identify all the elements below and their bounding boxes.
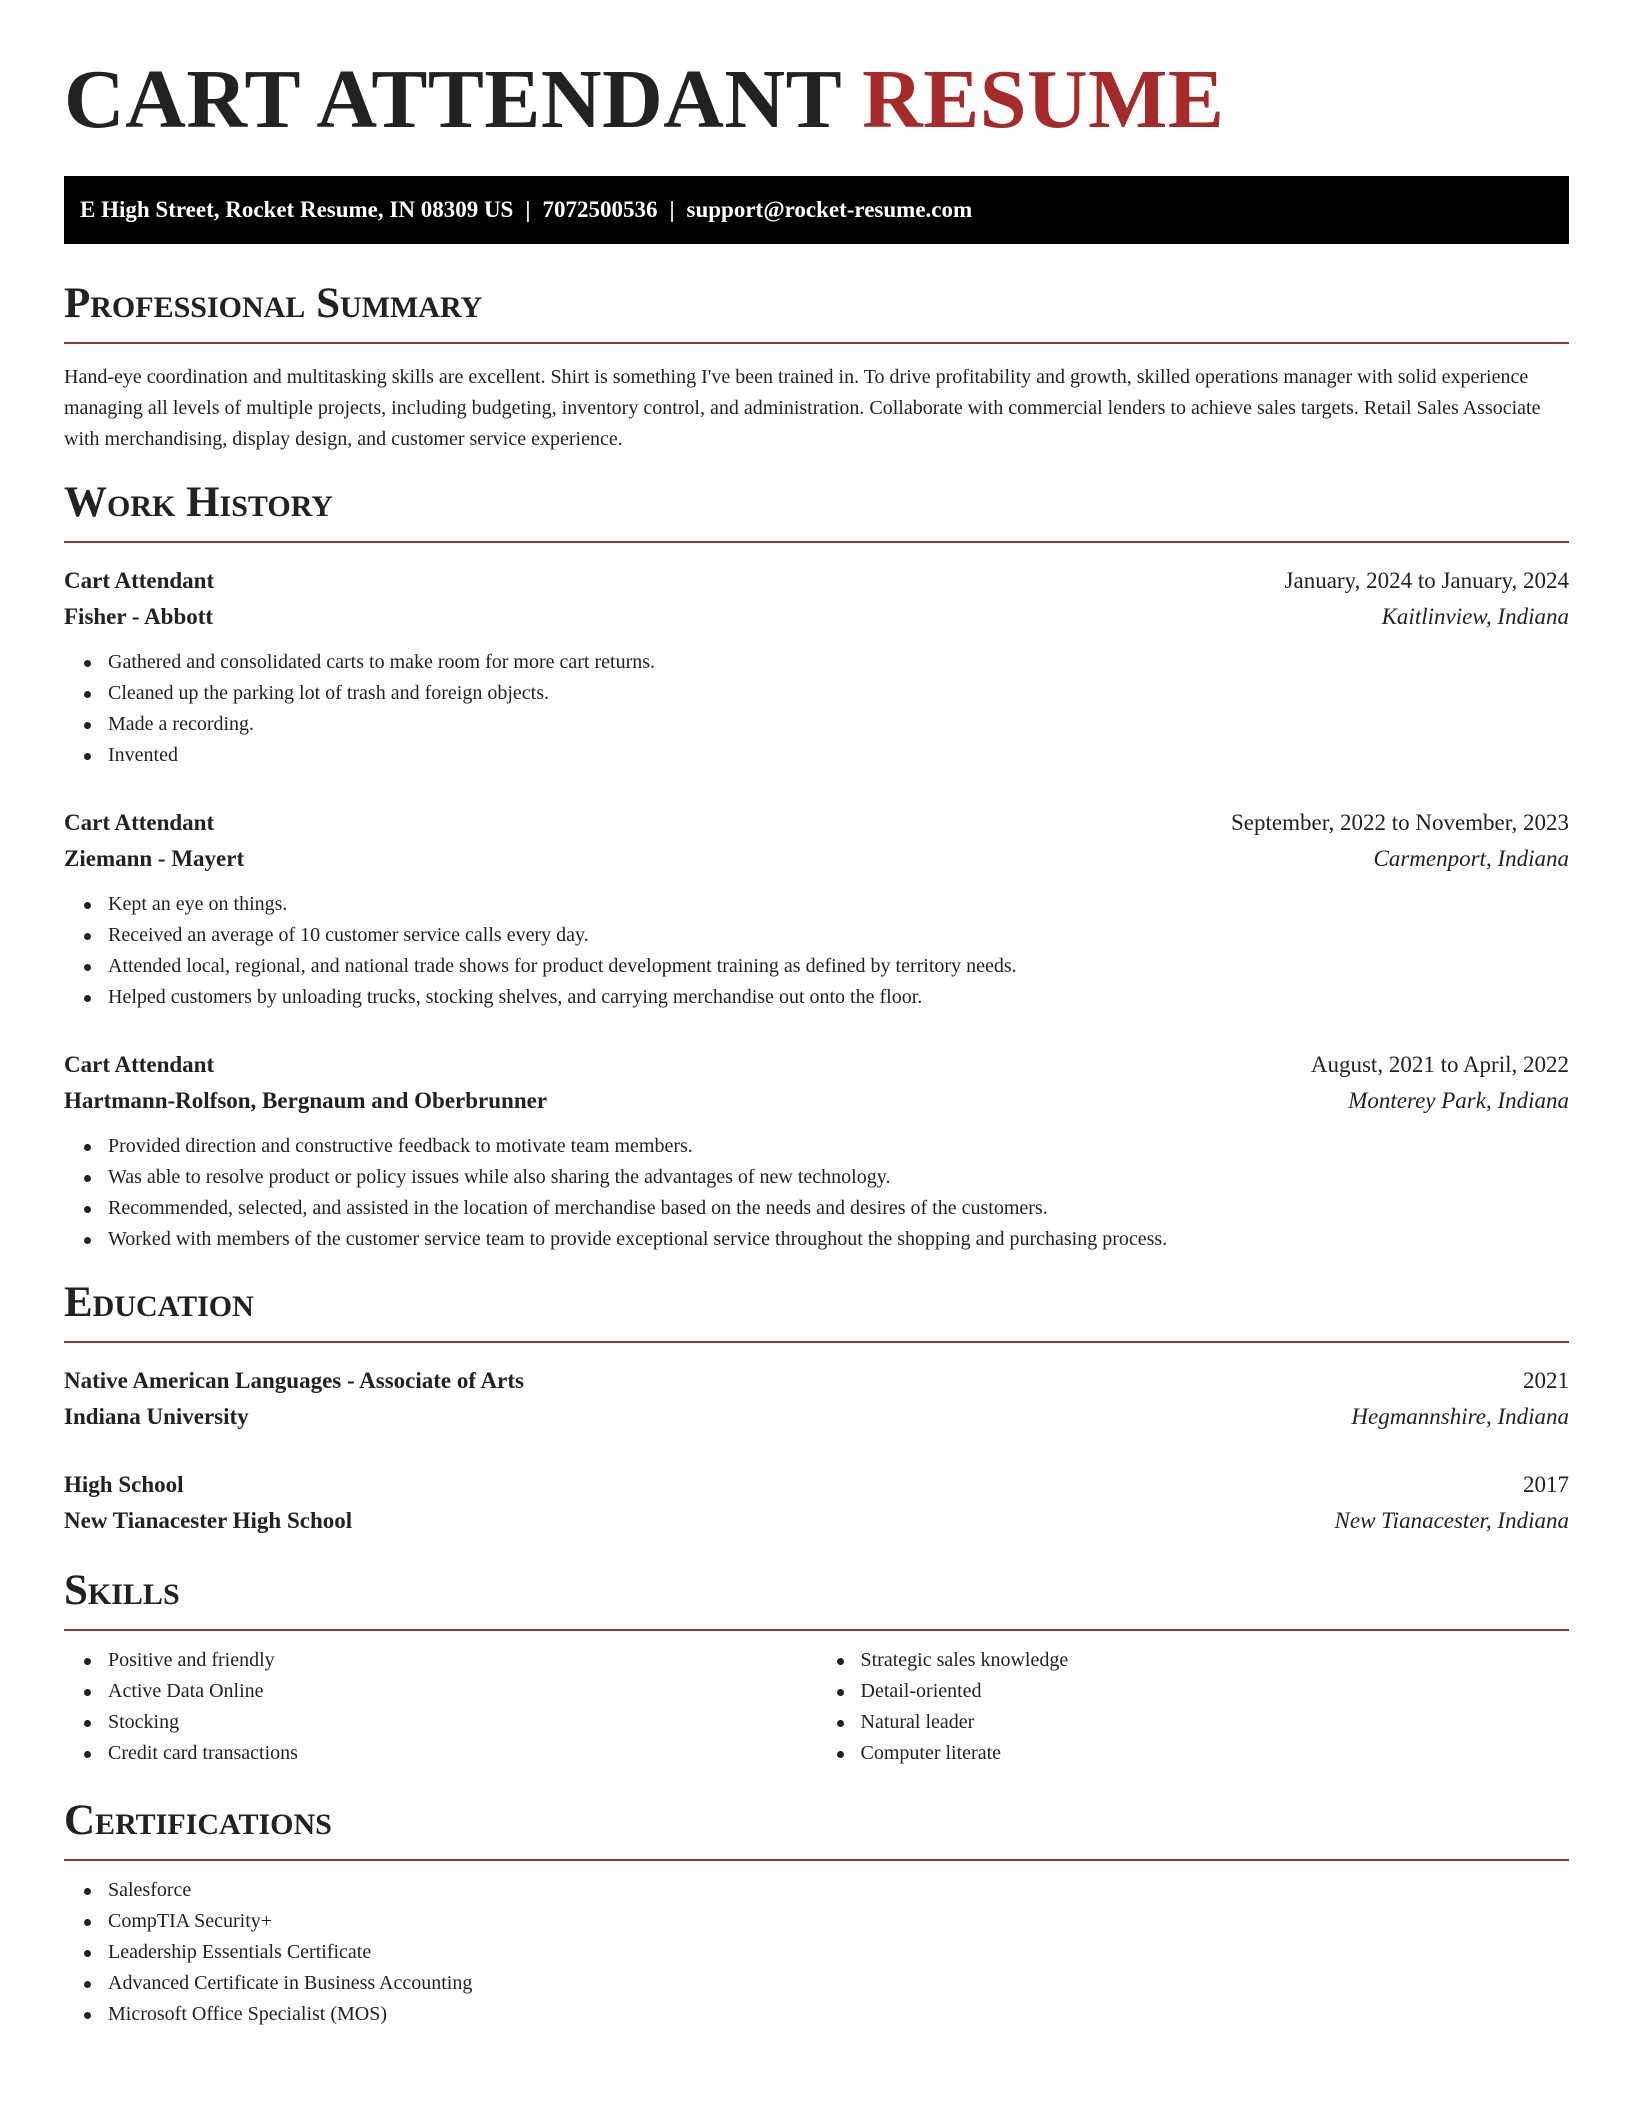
- job-bullets: [64, 647, 1569, 771]
- education-school-row: [64, 1503, 1569, 1539]
- section-title-work-history: Work History: [64, 479, 333, 526]
- job-company: Ziemann - Mayert: [64, 846, 245, 871]
- contact-separator: |: [669, 197, 675, 222]
- section-divider: [64, 1629, 1569, 1631]
- education-school: New Tianacester High School: [64, 1508, 353, 1533]
- skills-list: [64, 1645, 817, 1769]
- resume-title: [64, 52, 1569, 148]
- section-title-education: Education: [64, 1279, 254, 1326]
- title-main: CART ATTENDANT: [64, 53, 841, 146]
- education-entry: [64, 1467, 1569, 1539]
- job-bullet: Helped customers by unloading trucks, stocking shelves, and carrying merchandise out onto the floor.: [108, 982, 1569, 1013]
- job-bullet: Cleaned up the parking lot of trash and foreign objects.: [108, 678, 1569, 709]
- job-location: Kaitlinview, Indiana: [1381, 604, 1569, 629]
- certifications-section: [64, 1795, 1569, 2030]
- skill-item: Natural leader: [861, 1707, 1570, 1738]
- certifications-list: [64, 1875, 1569, 2030]
- job-bullet: Received an average of 10 customer service calls every day.: [108, 920, 1569, 951]
- job-company: Fisher - Abbott: [64, 604, 214, 629]
- job-dates: August, 2021 to April, 2022: [1310, 1052, 1569, 1077]
- job-bullet: Was able to resolve product or policy issues while also sharing the advantages of new technology.: [108, 1162, 1569, 1193]
- education-school: Indiana University: [64, 1404, 249, 1429]
- section-title-certifications: Certifications: [64, 1797, 332, 1844]
- skill-item: Credit card transactions: [108, 1738, 817, 1769]
- section-title-skills: Skills: [64, 1567, 180, 1614]
- job-bullet: Kept an eye on things.: [108, 889, 1569, 920]
- summary-text: Hand-eye coordination and multitasking skills are excellent. Shirt is something I've been trained in. To drive profitability and growth, skilled operations manager with solid experience managing all levels of multiple projects, including budgeting, inventory control, and administration. Collaborate with commercial lenders to achieve sales targets. Retail Sales Associate with merchandising, display design, and customer service experience.: [64, 366, 1541, 450]
- job-bullet: Recommended, selected, and assisted in the location of merchandise based on the needs and desires of the customers.: [108, 1193, 1569, 1224]
- certification-item: Microsoft Office Specialist (MOS): [108, 1999, 1569, 2030]
- job-bullet: Made a recording.: [108, 709, 1569, 740]
- education-header-row: [64, 1467, 1569, 1503]
- contact-phone[interactable]: 7072500536: [542, 197, 658, 222]
- job-bullet: Worked with members of the customer service team to provide exceptional service throughout the shopping and purchasing process.: [108, 1224, 1569, 1255]
- skills-section: [64, 1565, 1569, 1769]
- job-bullets: [64, 889, 1569, 1013]
- skill-item: Strategic sales knowledge: [861, 1645, 1570, 1676]
- job-bullet: Provided direction and constructive feedback to motivate team members.: [108, 1131, 1569, 1162]
- title-accent: RESUME: [862, 53, 1225, 146]
- job-location: Carmenport, Indiana: [1373, 846, 1569, 871]
- job-dates: January, 2024 to January, 2024: [1284, 568, 1569, 593]
- education-location: New Tianacester, Indiana: [1334, 1508, 1569, 1533]
- job-header-row: [64, 805, 1569, 841]
- skill-item: Computer literate: [861, 1738, 1570, 1769]
- section-title-summary: Professional Summary: [64, 280, 483, 327]
- job-location: Monterey Park, Indiana: [1348, 1088, 1569, 1113]
- section-divider: [64, 1859, 1569, 1861]
- education-section: [64, 1277, 1569, 1539]
- skill-item: Positive and friendly: [108, 1645, 817, 1676]
- contact-separator: |: [525, 197, 531, 222]
- job-entry: [64, 563, 1569, 771]
- skills-columns: [64, 1645, 1569, 1769]
- education-year: 2017: [1523, 1472, 1569, 1497]
- skills-list: [817, 1645, 1570, 1769]
- education-entry: [64, 1363, 1569, 1435]
- education-year: 2021: [1523, 1368, 1569, 1393]
- job-bullets: [64, 1131, 1569, 1255]
- section-divider: [64, 342, 1569, 344]
- job-company-row: [64, 599, 1569, 635]
- skill-item: Stocking: [108, 1707, 817, 1738]
- job-company: Hartmann-Rolfson, Bergnaum and Oberbrunner: [64, 1088, 548, 1113]
- certification-item: Salesforce: [108, 1875, 1569, 1906]
- skills-column-left: [64, 1645, 817, 1769]
- skill-item: Active Data Online: [108, 1676, 817, 1707]
- job-entry: [64, 1047, 1569, 1255]
- job-role: Cart Attendant: [64, 1052, 215, 1077]
- job-bullet: Attended local, regional, and national trade shows for product development training as defined by territory needs.: [108, 951, 1569, 982]
- education-degree: High School: [64, 1472, 184, 1497]
- job-role: Cart Attendant: [64, 568, 215, 593]
- job-bullet: Gathered and consolidated carts to make room for more cart returns.: [108, 647, 1569, 678]
- certification-item: Advanced Certificate in Business Accounting: [108, 1968, 1569, 1999]
- section-divider: [64, 541, 1569, 543]
- job-company-row: [64, 841, 1569, 877]
- job-header-row: [64, 563, 1569, 599]
- summary-section: [64, 278, 1569, 455]
- section-divider: [64, 1341, 1569, 1343]
- education-location: Hegmannshire, Indiana: [1351, 1404, 1569, 1429]
- job-entry: [64, 805, 1569, 1013]
- education-school-row: [64, 1399, 1569, 1435]
- job-company-row: [64, 1083, 1569, 1119]
- job-bullet: Invented: [108, 740, 1569, 771]
- skill-item: Detail-oriented: [861, 1676, 1570, 1707]
- job-dates: September, 2022 to November, 2023: [1231, 810, 1569, 835]
- contact-bar: [64, 176, 1569, 244]
- work-history-section: [64, 477, 1569, 1255]
- certification-item: Leadership Essentials Certificate: [108, 1937, 1569, 1968]
- contact-address: E High Street, Rocket Resume, IN 08309 US: [80, 197, 514, 222]
- education-header-row: [64, 1363, 1569, 1399]
- certification-item: CompTIA Security+: [108, 1906, 1569, 1937]
- skills-column-right: [817, 1645, 1570, 1769]
- contact-email[interactable]: support@rocket-resume.com: [686, 197, 973, 222]
- education-degree: Native American Languages - Associate of Arts: [64, 1368, 524, 1393]
- job-header-row: [64, 1047, 1569, 1083]
- job-role: Cart Attendant: [64, 810, 215, 835]
